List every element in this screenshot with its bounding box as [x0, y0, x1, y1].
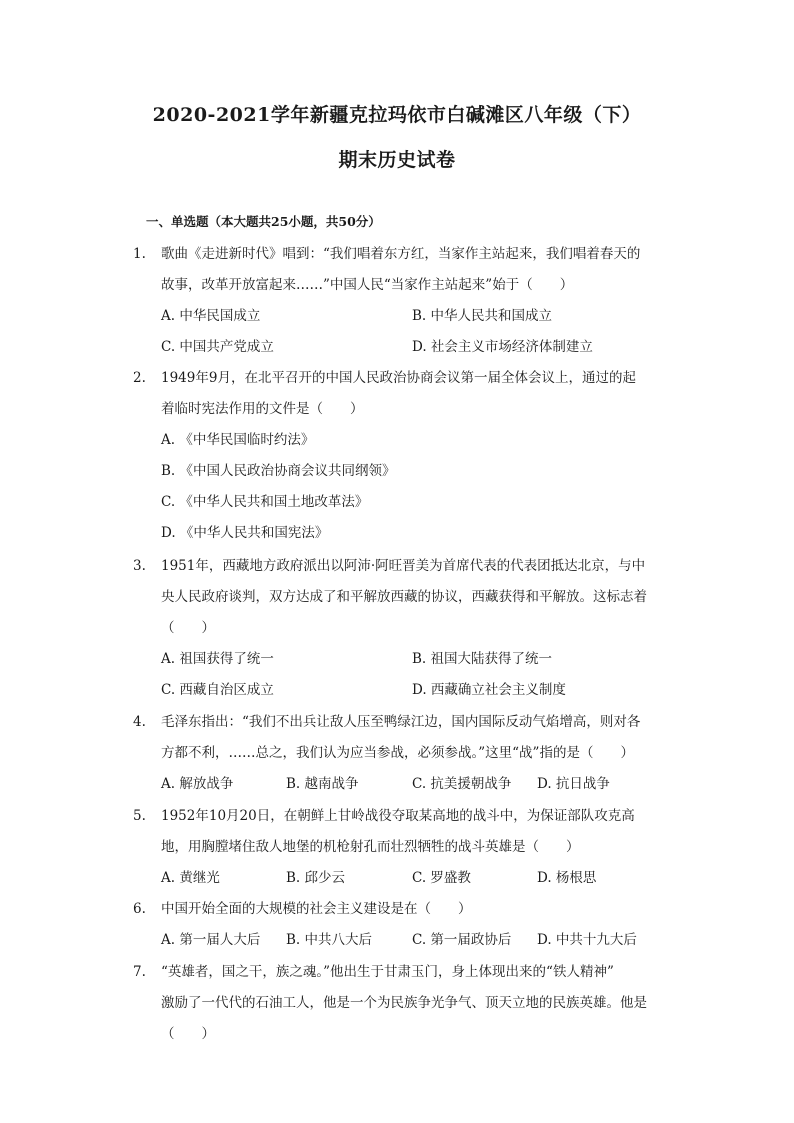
- option-a[interactable]: A. 解放战争: [161, 776, 234, 792]
- option-d[interactable]: D. 《中华人民共和国宪法》: [161, 525, 329, 541]
- option-a[interactable]: A. 中华民国成立: [161, 308, 261, 324]
- option-c[interactable]: C. 《中华人民共和国土地改革法》: [161, 494, 369, 510]
- option-c[interactable]: C. 中国共产党成立: [161, 339, 274, 355]
- question-text-line: 故事，改革开放富起来……”中国人民“当家作主站起来”始于（ ）: [161, 277, 574, 293]
- question-text-line: 中国开始全面的大规模的社会主义建设是在（ ）: [161, 901, 472, 917]
- option-c[interactable]: C. 罗盛教: [412, 870, 471, 886]
- option-b[interactable]: B. 中共八大后: [286, 932, 373, 948]
- option-a[interactable]: A. 第一届人大后: [161, 932, 261, 948]
- question-text-line: 1952年10月20日，在朝鲜上甘岭战役夺取某高地的战斗中，为保证部队攻克高: [161, 808, 635, 824]
- question-text-line: 歌曲《走进新时代》唱到：“我们唱着东方红，当家作主站起来，我们唱着春天的: [161, 246, 641, 262]
- option-a[interactable]: A. 《中华民国临时约法》: [161, 432, 315, 448]
- question-text-line: 地，用胸膛堵住敌人地堡的机枪射孔而壮烈牺牲的战斗英雄是（ ）: [161, 839, 580, 855]
- option-d[interactable]: D. 中共十九大后: [537, 932, 637, 948]
- question-text-line: 毛泽东指出：“我们不出兵让敌人压至鸭绿江边，国内国际反动气焰增高，则对各: [161, 714, 641, 730]
- question-number: 5.: [133, 808, 146, 824]
- question-text-line: 1951年，西藏地方政府派出以阿沛·阿旺晋美为首席代表的代表团抵达北京，与中: [161, 558, 646, 574]
- option-b[interactable]: B. 祖国大陆获得了统一: [412, 651, 553, 667]
- question-text-line: 激励了一代代的石油工人，他是一个为民族争光争气、顶天立地的民族英雄。他是: [161, 995, 647, 1011]
- question-text-line: （ ）: [161, 1026, 215, 1042]
- option-c[interactable]: C. 西藏自治区成立: [161, 682, 274, 698]
- option-d[interactable]: D. 西藏确立社会主义制度: [412, 682, 566, 698]
- exam-title-line2: 期末历史试卷: [338, 149, 456, 171]
- option-a[interactable]: A. 祖国获得了统一: [161, 651, 274, 667]
- option-d[interactable]: D. 社会主义市场经济体制建立: [412, 339, 593, 355]
- option-c[interactable]: C. 第一届政协后: [412, 932, 512, 948]
- question-number: 1.: [133, 246, 146, 262]
- option-b[interactable]: B. 邱少云: [286, 870, 346, 886]
- question-number: 7.: [133, 964, 146, 980]
- question-number: 2.: [133, 370, 146, 386]
- exam-title-line1: 2020-2021学年新疆克拉玛依市白碱滩区八年级（下）: [152, 104, 642, 126]
- question-number: 3.: [133, 558, 146, 574]
- question-text-line: 央人民政府谈判，双方达成了和平解放西藏的协议，西藏获得和平解放。这标志着: [161, 589, 647, 605]
- option-d[interactable]: D. 抗日战争: [537, 776, 610, 792]
- option-d[interactable]: D. 杨根思: [537, 870, 597, 886]
- option-b[interactable]: B. 《中国人民政治协商会议共同纲领》: [161, 463, 396, 479]
- option-a[interactable]: A. 黄继光: [161, 870, 220, 886]
- section-heading: 一、单选题（本大题共25小题，共50分）: [146, 214, 381, 229]
- option-b[interactable]: B. 越南战争: [286, 776, 359, 792]
- question-text-line: “英雄者，国之干，族之魂。”他出生于甘肃玉门，身上体现出来的“铁人精神”: [161, 964, 614, 980]
- question-text-line: 方都不利，……总之，我们认为应当参战，必须参战。”这里“战”指的是（ ）: [161, 745, 634, 761]
- question-text-line: 1949年9月，在北平召开的中国人民政治协商会议第一届全体会议上，通过的起: [161, 370, 636, 386]
- question-number: 6.: [133, 901, 146, 917]
- question-number: 4.: [133, 714, 146, 730]
- question-text-line: （ ）: [161, 620, 215, 636]
- question-text-line: 着临时宪法作用的文件是（ ）: [161, 401, 364, 417]
- option-b[interactable]: B. 中华人民共和国成立: [412, 308, 553, 324]
- option-c[interactable]: C. 抗美援朝战争: [412, 776, 512, 792]
